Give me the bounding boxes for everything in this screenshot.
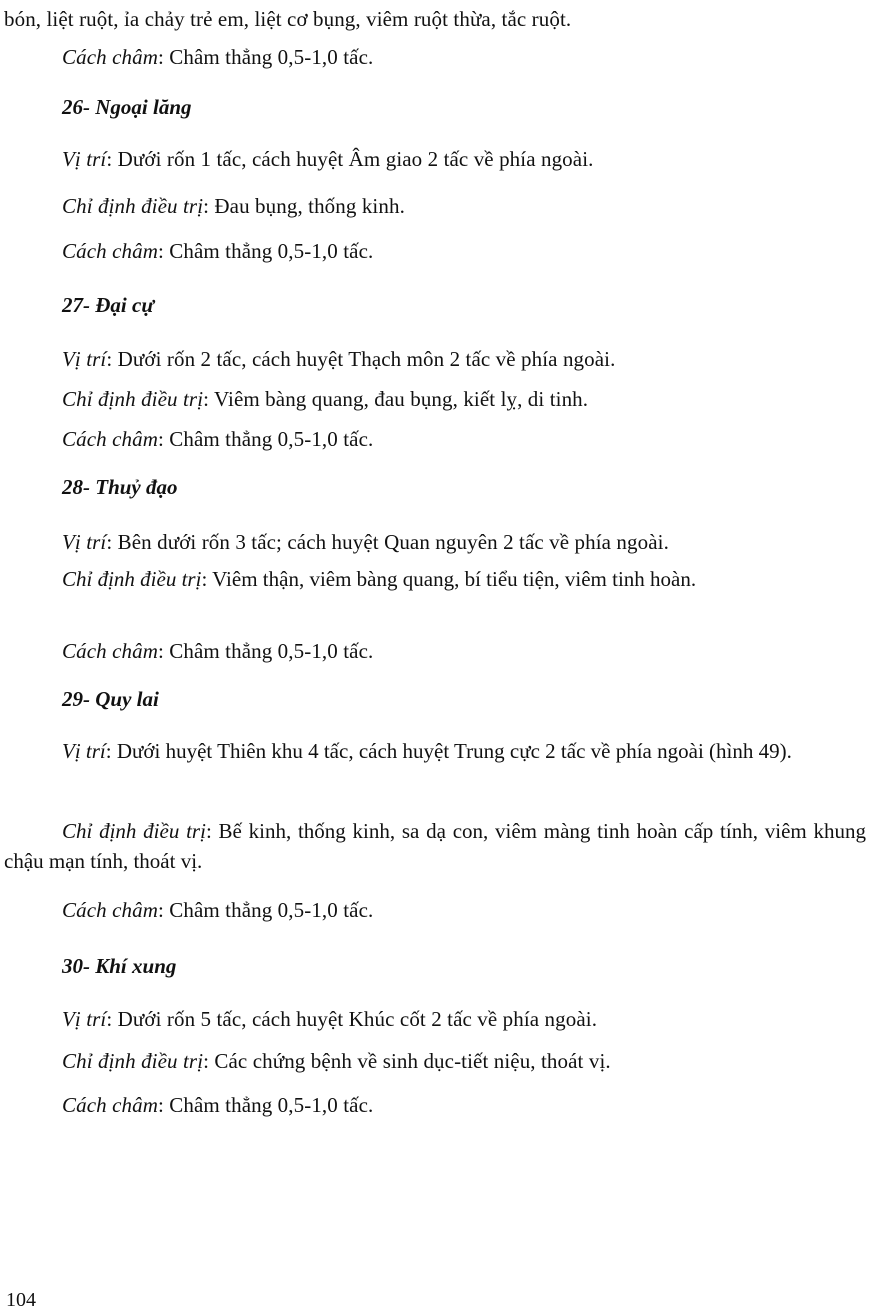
method-label: Cách châm bbox=[62, 427, 158, 451]
indication-label: Chỉ định điều trị bbox=[62, 819, 206, 843]
point-28-method bbox=[62, 638, 373, 664]
point-28-position bbox=[62, 529, 669, 555]
indication-text: : Đau bụng, thống kinh. bbox=[203, 194, 405, 218]
method-text: : Châm thẳng 0,5-1,0 tấc. bbox=[157, 639, 374, 663]
point-29-indication bbox=[4, 816, 866, 876]
page-number: 104 bbox=[6, 1289, 36, 1311]
point-28-indication bbox=[4, 564, 866, 594]
indication-text: : Các chứng bệnh về sinh dục-tiết niệu, thoát vị. bbox=[203, 1049, 611, 1073]
point-26-position bbox=[62, 146, 593, 172]
continuation-method-line bbox=[62, 44, 373, 70]
method-label: Cách châm bbox=[62, 898, 158, 922]
method-label: Cách châm bbox=[62, 239, 158, 263]
continuation-text: bón, liệt ruột, ỉa chảy trẻ em, liệt cơ bụng, viêm ruột thừa, tắc ruột. bbox=[4, 7, 572, 31]
method-label: Cách châm bbox=[62, 639, 158, 663]
method-label: Cách châm bbox=[62, 1093, 158, 1117]
point-27-method bbox=[62, 426, 373, 452]
position-text: : Dưới huyệt Thiên khu 4 tấc, cách huyệt Trung cực 2 tấc về phía ngoài (hình 49). bbox=[105, 739, 792, 763]
method-text: : Châm thẳng 0,5-1,0 tấc. bbox=[157, 427, 374, 451]
position-text: : Dưới rốn 2 tấc, cách huyệt Thạch môn 2 tấc về phía ngoài. bbox=[106, 347, 616, 371]
point-29-method bbox=[62, 897, 373, 923]
indication-label: Chỉ định điều trị bbox=[62, 387, 204, 411]
indication-text: : Viêm thận, viêm bàng quang, bí tiểu tiện, viêm tinh hoàn. bbox=[201, 567, 697, 591]
point-27-indication bbox=[62, 386, 588, 412]
method-text: : Châm thẳng 0,5-1,0 tấc. bbox=[157, 898, 374, 922]
indication-label: Chỉ định điều trị bbox=[62, 194, 204, 218]
method-text: : Châm thẳng 0,5-1,0 tấc. bbox=[157, 1093, 374, 1117]
indication-text: : Bế kinh, thống kinh, sa dạ con, viêm màng tinh hoàn cấp tính, viêm khung chậu mạn tính, thoát vị. bbox=[4, 819, 866, 873]
indication-label: Chỉ định điều trị bbox=[62, 567, 202, 591]
position-label: Vị trí bbox=[62, 530, 107, 554]
point-heading-30: 30- Khí xung bbox=[62, 954, 177, 978]
position-label: Vị trí bbox=[62, 147, 107, 171]
point-27-position bbox=[62, 346, 615, 372]
continuation-line bbox=[4, 6, 571, 32]
position-label: Vị trí bbox=[62, 1007, 107, 1031]
point-heading-26: 26- Ngoại lăng bbox=[62, 95, 192, 119]
point-30-position bbox=[62, 1006, 597, 1032]
point-heading-28: 28- Thuỷ đạo bbox=[62, 475, 178, 499]
method-label: Cách châm bbox=[62, 45, 158, 69]
point-heading-29: 29- Quy lai bbox=[62, 687, 159, 711]
position-label: Vị trí bbox=[62, 739, 106, 763]
position-label: Vị trí bbox=[62, 347, 107, 371]
position-text: : Dưới rốn 1 tấc, cách huyệt Âm giao 2 tấc về phía ngoài. bbox=[106, 147, 594, 171]
point-29-position bbox=[4, 736, 866, 766]
method-text: : Châm thẳng 0,5-1,0 tấc. bbox=[157, 239, 374, 263]
point-30-indication bbox=[62, 1048, 611, 1074]
point-30-method bbox=[62, 1092, 373, 1118]
point-26-method bbox=[62, 238, 373, 264]
position-text: : Bên dưới rốn 3 tấc; cách huyệt Quan nguyên 2 tấc về phía ngoài. bbox=[106, 530, 669, 554]
indication-text: : Viêm bàng quang, đau bụng, kiết lỵ, di tinh. bbox=[203, 387, 589, 411]
point-26-indication bbox=[62, 193, 405, 219]
point-heading-27: 27- Đại cự bbox=[62, 293, 154, 317]
method-text: : Châm thẳng 0,5-1,0 tấc. bbox=[157, 45, 374, 69]
position-text: : Dưới rốn 5 tấc, cách huyệt Khúc cốt 2 tấc về phía ngoài. bbox=[106, 1007, 598, 1031]
indication-label: Chỉ định điều trị bbox=[62, 1049, 204, 1073]
